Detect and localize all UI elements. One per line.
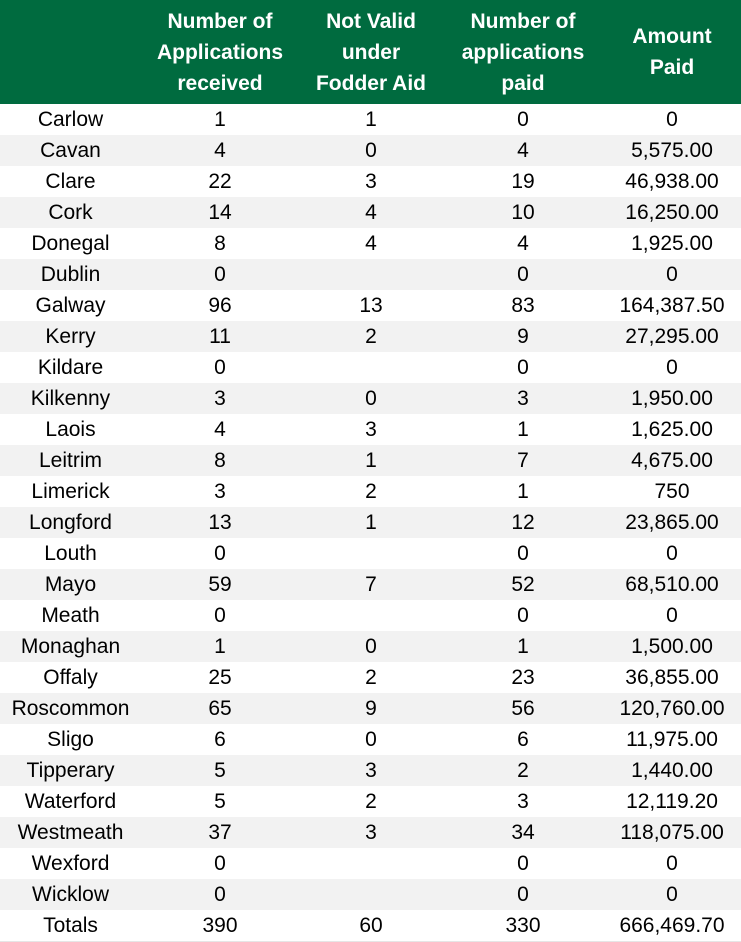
county-cell: Dublin: [0, 259, 141, 290]
county-cell: Sligo: [0, 724, 141, 755]
county-cell: Laois: [0, 414, 141, 445]
amount-paid-cell: 68,510.00: [603, 569, 741, 600]
table-row: [0, 259, 741, 290]
table-row: [0, 879, 741, 910]
county-cell: Westmeath: [0, 817, 141, 848]
table-row: [0, 383, 741, 414]
county-cell: Wexford: [0, 848, 141, 879]
totals-applications-paid-cell: 330: [443, 910, 603, 942]
not-valid-cell: 7: [299, 569, 443, 600]
county-cell: Offaly: [0, 662, 141, 693]
header-applications-paid: Number of applications paid: [443, 0, 603, 104]
amount-paid-cell: 0: [603, 352, 741, 383]
amount-paid-cell: 164,387.50: [603, 290, 741, 321]
county-cell: Galway: [0, 290, 141, 321]
not-valid-cell: [299, 538, 443, 569]
not-valid-cell: 1: [299, 104, 443, 135]
not-valid-cell: 1: [299, 507, 443, 538]
applications-received-cell: 25: [141, 662, 299, 693]
table-row: [0, 135, 741, 166]
applications-received-cell: 1: [141, 104, 299, 135]
applications-paid-cell: 3: [443, 383, 603, 414]
amount-paid-cell: 118,075.00: [603, 817, 741, 848]
header-county: [0, 0, 141, 104]
not-valid-cell: 3: [299, 166, 443, 197]
not-valid-cell: 0: [299, 383, 443, 414]
applications-paid-cell: 56: [443, 693, 603, 724]
table-row: [0, 817, 741, 848]
applications-paid-cell: 0: [443, 104, 603, 135]
totals-applications-received-cell: 390: [141, 910, 299, 942]
header-amount-paid: Amount Paid: [603, 0, 741, 104]
applications-paid-cell: 1: [443, 476, 603, 507]
table-row: [0, 104, 741, 135]
applications-paid-cell: 34: [443, 817, 603, 848]
applications-paid-cell: 0: [443, 538, 603, 569]
not-valid-cell: 3: [299, 414, 443, 445]
totals-not-valid-cell: 60: [299, 910, 443, 942]
amount-paid-cell: 1,625.00: [603, 414, 741, 445]
amount-paid-cell: 12,119.20: [603, 786, 741, 817]
applications-paid-cell: 2: [443, 755, 603, 786]
not-valid-cell: 0: [299, 135, 443, 166]
applications-paid-cell: 52: [443, 569, 603, 600]
county-cell: Wicklow: [0, 879, 141, 910]
not-valid-cell: 13: [299, 290, 443, 321]
amount-paid-cell: 23,865.00: [603, 507, 741, 538]
not-valid-cell: 2: [299, 786, 443, 817]
applications-received-cell: 22: [141, 166, 299, 197]
table-row: [0, 445, 741, 476]
amount-paid-cell: 36,855.00: [603, 662, 741, 693]
totals-amount-paid-cell: 666,469.70: [603, 910, 741, 942]
not-valid-cell: 9: [299, 693, 443, 724]
not-valid-cell: 2: [299, 321, 443, 352]
table-row: [0, 848, 741, 879]
applications-paid-cell: 0: [443, 848, 603, 879]
applications-paid-cell: 12: [443, 507, 603, 538]
amount-paid-cell: 750: [603, 476, 741, 507]
amount-paid-cell: 46,938.00: [603, 166, 741, 197]
applications-paid-cell: 1: [443, 414, 603, 445]
not-valid-cell: 4: [299, 197, 443, 228]
table-row: [0, 569, 741, 600]
applications-paid-cell: 0: [443, 259, 603, 290]
applications-received-cell: 65: [141, 693, 299, 724]
applications-paid-cell: 23: [443, 662, 603, 693]
not-valid-cell: 1: [299, 445, 443, 476]
not-valid-cell: 0: [299, 631, 443, 662]
table-body: [0, 104, 741, 942]
applications-received-cell: 5: [141, 755, 299, 786]
not-valid-cell: 3: [299, 755, 443, 786]
applications-received-cell: 3: [141, 476, 299, 507]
county-cell: Longford: [0, 507, 141, 538]
applications-received-cell: 4: [141, 414, 299, 445]
applications-received-cell: 8: [141, 228, 299, 259]
table-row: [0, 290, 741, 321]
applications-received-cell: 11: [141, 321, 299, 352]
applications-paid-cell: 19: [443, 166, 603, 197]
applications-received-cell: 13: [141, 507, 299, 538]
applications-paid-cell: 83: [443, 290, 603, 321]
table-row: [0, 414, 741, 445]
not-valid-cell: [299, 848, 443, 879]
applications-paid-cell: 0: [443, 600, 603, 631]
county-cell: Leitrim: [0, 445, 141, 476]
applications-received-cell: 14: [141, 197, 299, 228]
applications-paid-cell: 10: [443, 197, 603, 228]
applications-paid-cell: 9: [443, 321, 603, 352]
applications-received-cell: 37: [141, 817, 299, 848]
not-valid-cell: 4: [299, 228, 443, 259]
table-row: [0, 321, 741, 352]
county-cell: Kildare: [0, 352, 141, 383]
county-cell: Clare: [0, 166, 141, 197]
applications-received-cell: 0: [141, 352, 299, 383]
table-row: [0, 755, 741, 786]
amount-paid-cell: 16,250.00: [603, 197, 741, 228]
applications-paid-cell: 7: [443, 445, 603, 476]
header-applications-received: Number of Applications received: [141, 0, 299, 104]
county-cell: Cavan: [0, 135, 141, 166]
table-row: [0, 166, 741, 197]
amount-paid-cell: 0: [603, 879, 741, 910]
county-cell: Donegal: [0, 228, 141, 259]
amount-paid-cell: 27,295.00: [603, 321, 741, 352]
not-valid-cell: 0: [299, 724, 443, 755]
county-cell: Limerick: [0, 476, 141, 507]
not-valid-cell: [299, 600, 443, 631]
county-cell: Mayo: [0, 569, 141, 600]
totals-row: [0, 910, 741, 942]
county-cell: Waterford: [0, 786, 141, 817]
applications-received-cell: 5: [141, 786, 299, 817]
amount-paid-cell: 11,975.00: [603, 724, 741, 755]
applications-paid-cell: 4: [443, 135, 603, 166]
applications-received-cell: 96: [141, 290, 299, 321]
applications-received-cell: 59: [141, 569, 299, 600]
applications-paid-cell: 0: [443, 879, 603, 910]
applications-paid-cell: 3: [443, 786, 603, 817]
applications-received-cell: 6: [141, 724, 299, 755]
table-row: [0, 786, 741, 817]
amount-paid-cell: 0: [603, 600, 741, 631]
county-cell: Cork: [0, 197, 141, 228]
not-valid-cell: [299, 352, 443, 383]
table-row: [0, 538, 741, 569]
amount-paid-cell: 1,950.00: [603, 383, 741, 414]
amount-paid-cell: 0: [603, 104, 741, 135]
amount-paid-cell: 4,675.00: [603, 445, 741, 476]
not-valid-cell: 2: [299, 662, 443, 693]
not-valid-cell: [299, 259, 443, 290]
county-cell: Tipperary: [0, 755, 141, 786]
amount-paid-cell: 1,925.00: [603, 228, 741, 259]
not-valid-cell: 3: [299, 817, 443, 848]
table-row: [0, 662, 741, 693]
table-row: [0, 693, 741, 724]
table-row: [0, 600, 741, 631]
applications-received-cell: 0: [141, 879, 299, 910]
applications-paid-cell: 4: [443, 228, 603, 259]
table-row: [0, 197, 741, 228]
not-valid-cell: [299, 879, 443, 910]
applications-received-cell: 0: [141, 848, 299, 879]
county-cell: Kilkenny: [0, 383, 141, 414]
totals-county-cell: Totals: [0, 910, 141, 942]
table-row: [0, 631, 741, 662]
county-cell: Louth: [0, 538, 141, 569]
applications-received-cell: 0: [141, 538, 299, 569]
applications-received-cell: 0: [141, 259, 299, 290]
applications-received-cell: 3: [141, 383, 299, 414]
applications-received-cell: 4: [141, 135, 299, 166]
applications-paid-cell: 1: [443, 631, 603, 662]
applications-received-cell: 1: [141, 631, 299, 662]
not-valid-cell: 2: [299, 476, 443, 507]
header-not-valid: Not Valid under Fodder Aid: [299, 0, 443, 104]
amount-paid-cell: 120,760.00: [603, 693, 741, 724]
amount-paid-cell: 0: [603, 848, 741, 879]
amount-paid-cell: 0: [603, 259, 741, 290]
header-row: [0, 0, 741, 104]
applications-received-cell: 0: [141, 600, 299, 631]
table-row: [0, 352, 741, 383]
county-cell: Monaghan: [0, 631, 141, 662]
applications-received-cell: 8: [141, 445, 299, 476]
county-cell: Carlow: [0, 104, 141, 135]
table-row: [0, 476, 741, 507]
county-cell: Roscommon: [0, 693, 141, 724]
table-row: [0, 228, 741, 259]
amount-paid-cell: 5,575.00: [603, 135, 741, 166]
county-cell: Kerry: [0, 321, 141, 352]
amount-paid-cell: 0: [603, 538, 741, 569]
table-row: [0, 507, 741, 538]
applications-paid-cell: 6: [443, 724, 603, 755]
table-header: [0, 0, 741, 104]
amount-paid-cell: 1,440.00: [603, 755, 741, 786]
table-row: [0, 724, 741, 755]
county-cell: Meath: [0, 600, 141, 631]
applications-paid-cell: 0: [443, 352, 603, 383]
amount-paid-cell: 1,500.00: [603, 631, 741, 662]
